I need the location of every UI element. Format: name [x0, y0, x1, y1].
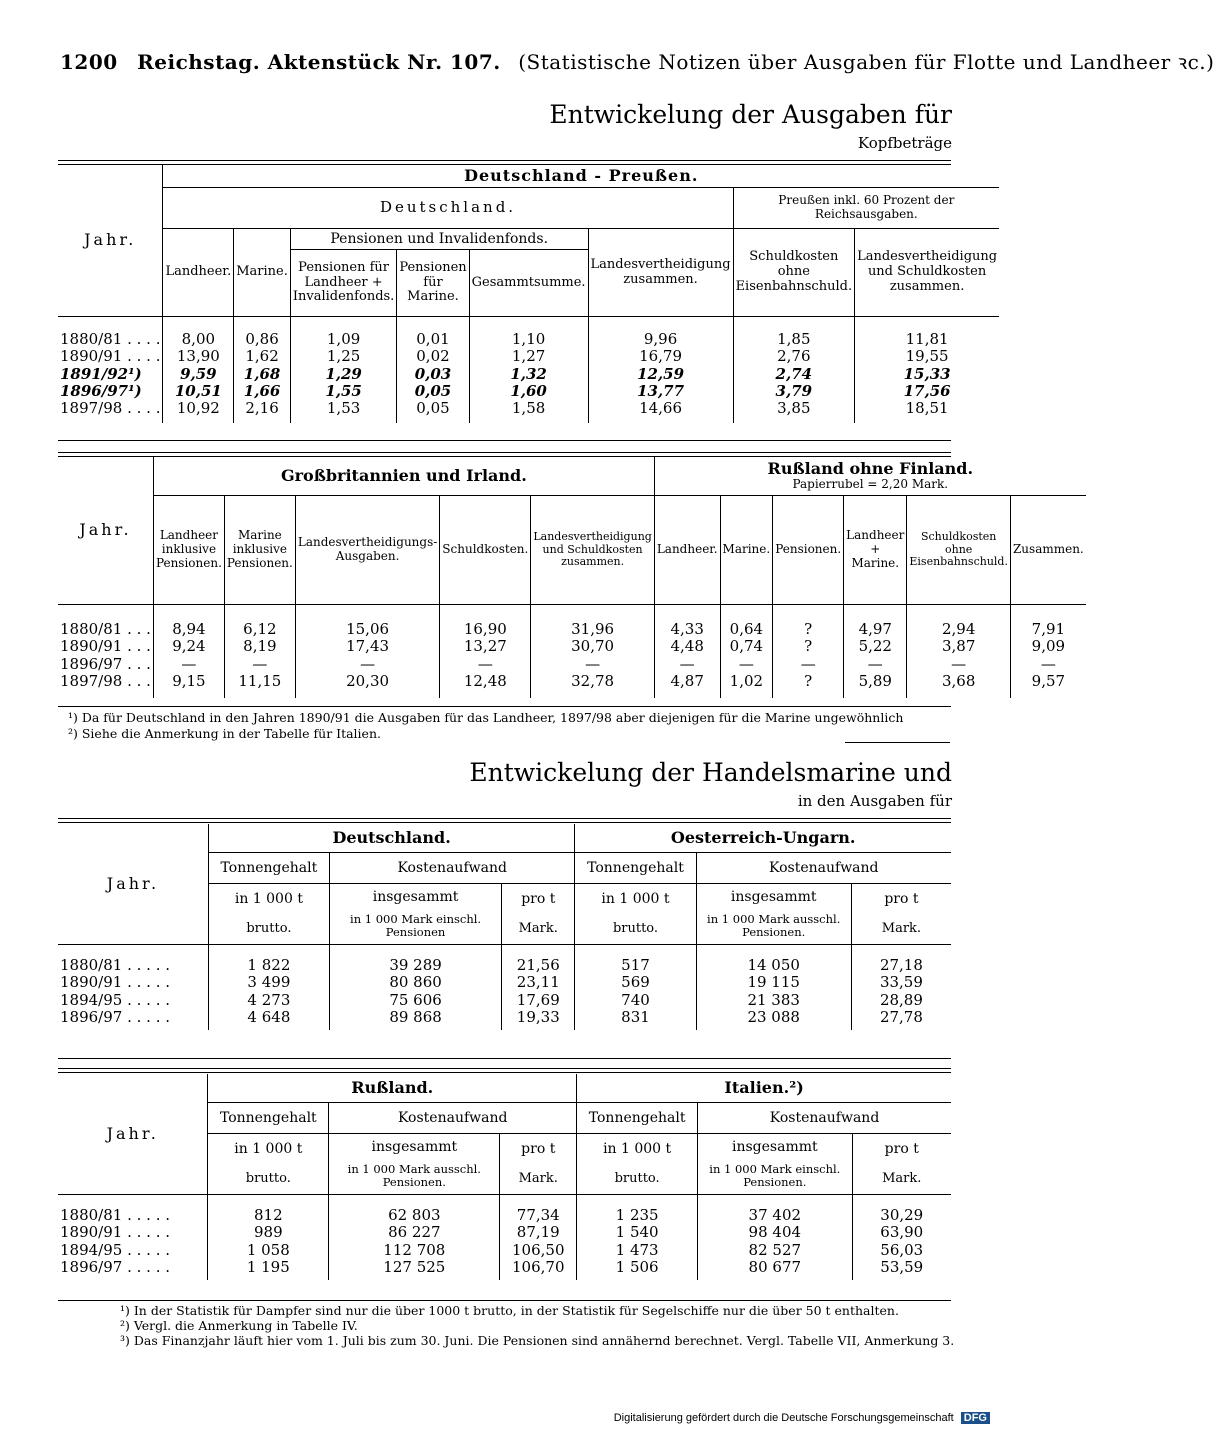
data-cell: 2,74: [733, 366, 855, 383]
data-cell: ?: [773, 673, 844, 698]
data-cell: 19,55: [855, 348, 1000, 365]
year-cell: 1897/98 . . . .: [60, 399, 161, 417]
data-cell: 0,01: [397, 317, 469, 349]
data-cell: ?: [773, 638, 844, 655]
rule: [58, 1300, 951, 1301]
data-cell: 9,24: [153, 638, 224, 655]
rule: [845, 742, 950, 743]
data-cell: 1,27: [469, 348, 588, 365]
data-cell: 16,79: [588, 348, 733, 365]
data-cell: 15,33: [855, 366, 1000, 383]
t1-col-landesv: Landesvertheidigung zusammen.: [588, 229, 733, 317]
data-cell: 4 648: [208, 1009, 329, 1030]
t2-col-7: Pensionen.: [773, 496, 844, 605]
data-cell: 15,06: [295, 605, 439, 639]
data-cell: —: [907, 656, 1011, 673]
data-cell: 16,90: [440, 605, 531, 639]
t4-unit-ton-a: [208, 1134, 329, 1195]
table-row: [58, 1259, 951, 1280]
t2-year-label: Jahr.: [58, 457, 153, 605]
unit-note: in 1 000 Mark ausschl. Pensionen.: [347, 1161, 481, 1190]
data-cell: —: [654, 656, 720, 673]
data-cell: —: [773, 656, 844, 673]
year-cell: 1894/95 . . . . .: [60, 990, 170, 1009]
data-cell: 3,79: [733, 383, 855, 400]
t3-head-b: Oesterreich-Ungarn.: [575, 824, 951, 853]
t2-col-3: Schuldkosten.: [440, 496, 531, 605]
t4-head-b: Italien.²): [577, 1074, 951, 1103]
unit-label: in 1 000 t: [234, 891, 303, 908]
data-cell: 1,62: [234, 348, 291, 365]
data-cell: 19,33: [502, 1009, 575, 1030]
t1-col-pens-landheer: Pensionen für Landheer + Invalidenfonds.: [290, 250, 396, 317]
data-cell: 77,34: [500, 1195, 577, 1225]
footnote-1-1: ¹) Da für Deutschland in den Jahren 1890/91 die Ausgaben für das Landheer, 1897/98 aber diejenigen für die Marine ungewöhnlich: [68, 710, 904, 725]
data-cell: 1 473: [577, 1242, 698, 1259]
section2-sub: in den Ausgaben für: [797, 792, 952, 810]
data-cell: 4,87: [654, 673, 720, 698]
unit-label: pro t: [521, 891, 556, 908]
data-cell: 18,51: [855, 400, 1000, 423]
year-cell: 1896/97 . . . . .: [60, 1007, 170, 1026]
data-cell: —: [531, 656, 654, 673]
year-cell: 1894/95 . . . . .: [60, 1240, 170, 1259]
table-row: [58, 656, 1086, 673]
data-cell: 33,59: [851, 974, 951, 991]
data-cell: 9,59: [163, 366, 234, 383]
data-cell: 32,78: [531, 673, 654, 698]
data-cell: 3,85: [733, 400, 855, 423]
data-cell: 53,59: [852, 1259, 951, 1280]
data-cell: 9,57: [1010, 673, 1085, 698]
data-cell: 1,60: [469, 383, 588, 400]
t1-de: Deutschland.: [163, 188, 733, 229]
t4-cost-a: Kostenaufwand: [329, 1103, 577, 1134]
unit-label: pro t: [521, 1141, 556, 1158]
year-cell: 1890/91 . . . .: [60, 347, 161, 366]
data-cell: —: [844, 656, 907, 673]
data-cell: 14 050: [696, 945, 851, 975]
unit-label: brutto.: [612, 920, 659, 936]
section1-sub: Kopfbeträge: [857, 134, 952, 152]
data-cell: 12,48: [440, 673, 531, 698]
footnote-2-2: ²) Vergl. die Anmerkung in Tabelle IV.: [120, 1318, 358, 1333]
data-cell: 1 058: [208, 1242, 329, 1259]
t4-unit-ton-b: [577, 1134, 698, 1195]
data-cell: 1 506: [577, 1259, 698, 1280]
table4: [58, 1074, 951, 1280]
unit-label: Mark.: [518, 920, 558, 936]
table2: [58, 457, 1086, 698]
t2-col-0: Landheer inklusive Pensionen.: [153, 496, 224, 605]
data-cell: 740: [575, 992, 696, 1009]
data-cell: 1,09: [290, 317, 396, 349]
table-row: [58, 1195, 951, 1225]
rule: [58, 818, 951, 823]
table-row: [58, 348, 999, 365]
data-cell: 9,96: [588, 317, 733, 349]
data-cell: 2,76: [733, 348, 855, 365]
t4-unit-ins-a: [329, 1134, 500, 1195]
rule: [58, 1068, 951, 1073]
unit-label: insgesammt: [730, 888, 817, 905]
data-cell: ?: [773, 605, 844, 639]
year-cell: 1890/91 . . . . .: [60, 973, 170, 992]
data-cell: 20,30: [295, 673, 439, 698]
data-cell: 8,19: [224, 638, 295, 655]
data-cell: 517: [575, 945, 696, 975]
unit-note: in 1 000 Mark einschl. Pensionen: [350, 911, 482, 940]
data-cell: 13,77: [588, 383, 733, 400]
data-cell: 10,92: [163, 400, 234, 423]
data-cell: 87,19: [500, 1224, 577, 1241]
data-cell: 1,55: [290, 383, 396, 400]
data-cell: 11,15: [224, 673, 295, 698]
data-cell: 37 402: [698, 1195, 852, 1225]
data-cell: 0,05: [397, 400, 469, 423]
unit-label: Mark.: [882, 1170, 922, 1186]
data-cell: 75 606: [329, 992, 501, 1009]
data-cell: 569: [575, 974, 696, 991]
t2-col-5: Landheer.: [654, 496, 720, 605]
dfg-logo: DFG: [961, 1412, 990, 1424]
table-row: [58, 945, 951, 975]
footnote-2-3: ³) Das Finanzjahr läuft hier vom 1. Juli bis zum 30. Juni. Die Pensionen sind annähernd berechnet. Vergl. Tabelle VII, Anmerkung 3.: [120, 1333, 955, 1348]
data-cell: 80 860: [329, 974, 501, 991]
data-cell: 17,56: [855, 383, 1000, 400]
table-row: [58, 1009, 951, 1030]
year-cell: 1880/81 . . . . .: [60, 956, 170, 974]
t3-ton-b: Tonnengehalt: [575, 853, 696, 884]
footer-text: Digitalisierung gefördert durch die Deutsche Forschungsgemeinschaft: [613, 1412, 954, 1424]
t1-year-label: Jahr.: [58, 165, 163, 317]
t3-cost-a: Kostenaufwand: [329, 853, 574, 884]
data-cell: 8,00: [163, 317, 234, 349]
data-cell: 63,90: [852, 1224, 951, 1241]
data-cell: 11,81: [855, 317, 1000, 349]
data-cell: 13,90: [163, 348, 234, 365]
year-cell: 1880/81 . . . . .: [60, 1206, 170, 1224]
table-row: [58, 673, 1086, 698]
table-row: [58, 366, 999, 383]
data-cell: 3 499: [208, 974, 329, 991]
data-cell: 1 195: [208, 1259, 329, 1280]
data-cell: 5,22: [844, 638, 907, 655]
data-cell: 89 868: [329, 1009, 501, 1030]
page-number: 1200: [60, 50, 118, 74]
data-cell: —: [295, 656, 439, 673]
data-cell: 82 527: [698, 1242, 852, 1259]
unit-label: Mark.: [881, 920, 922, 936]
data-cell: 1 235: [577, 1195, 698, 1225]
t1-pens-group: Pensionen und Invalidenfonds.: [290, 229, 588, 250]
rule: [58, 440, 951, 441]
data-cell: 2,16: [234, 400, 291, 423]
t3-unit-pro-a: [502, 884, 575, 945]
data-cell: 2,94: [907, 605, 1011, 639]
t4-unit-pro-b: [852, 1134, 951, 1195]
t2-col-10: Zusammen.: [1010, 496, 1085, 605]
t2-col-8: Landheer + Marine.: [844, 496, 907, 605]
data-cell: 0,02: [397, 348, 469, 365]
t4-cost-b: Kostenaufwand: [698, 1103, 951, 1134]
rule: [58, 706, 951, 707]
table1: [58, 165, 999, 423]
data-cell: 7,91: [1010, 605, 1085, 639]
t2-col-4: Landesvertheidigung und Schuldkosten zusammen.: [531, 496, 654, 605]
data-cell: 112 708: [329, 1242, 500, 1259]
unit-note: in 1 000 Mark ausschl. Pensionen.: [707, 911, 841, 940]
data-cell: 812: [208, 1195, 329, 1225]
t3-unit-ins-b: [696, 884, 851, 945]
t4-head-a: Rußland.: [208, 1074, 577, 1103]
data-cell: 0,74: [720, 638, 773, 655]
t4-year-label: Jahr.: [58, 1074, 208, 1195]
unit-label: brutto.: [245, 1170, 291, 1186]
data-cell: 4,33: [654, 605, 720, 639]
data-cell: 1 540: [577, 1224, 698, 1241]
data-cell: 23,11: [502, 974, 575, 991]
t1-col-gesammt: Gesammtsumme.: [469, 250, 588, 317]
data-cell: 17,43: [295, 638, 439, 655]
data-cell: 4 273: [208, 992, 329, 1009]
section2-title: Entwickelung der Handelsmarine und: [469, 758, 952, 787]
data-cell: —: [224, 656, 295, 673]
data-cell: 80 677: [698, 1259, 852, 1280]
t4-unit-ins-b: [698, 1134, 852, 1195]
data-cell: 19 115: [696, 974, 851, 991]
year-cell: 1897/98 . . .: [60, 671, 151, 690]
t3-unit-ton-b: [575, 884, 696, 945]
data-cell: 3,68: [907, 673, 1011, 698]
footnote-1-2: ²) Siehe die Anmerkung in der Tabelle für Italien.: [68, 726, 381, 741]
t1-col-schuld: Schuldkosten ohne Eisenbahnschuld.: [733, 229, 855, 317]
data-cell: 21,56: [502, 945, 575, 975]
data-cell: 27,78: [851, 1009, 951, 1030]
data-cell: 106,70: [500, 1259, 577, 1280]
t1-col-marine: Marine.: [234, 229, 291, 317]
year-cell: 1896/97 . . . . .: [60, 1257, 170, 1276]
data-cell: 127 525: [329, 1259, 500, 1280]
data-cell: 1,53: [290, 400, 396, 423]
year-cell: 1880/81 . . . .: [60, 330, 161, 348]
data-cell: 30,70: [531, 638, 654, 655]
data-cell: 23 088: [696, 1009, 851, 1030]
data-cell: 989: [208, 1224, 329, 1241]
data-cell: 13,27: [440, 638, 531, 655]
data-cell: 1,10: [469, 317, 588, 349]
unit-label: in 1 000 t: [234, 1141, 303, 1158]
table-row: [58, 638, 1086, 655]
data-cell: —: [440, 656, 531, 673]
data-cell: 1,25: [290, 348, 396, 365]
data-cell: 21 383: [696, 992, 851, 1009]
unit-label: Mark.: [518, 1170, 558, 1186]
table-row: [58, 1224, 951, 1241]
footer: [614, 1412, 990, 1424]
t2-ru-sub: Papierrubel = 2,20 Mark.: [792, 477, 949, 492]
data-cell: 56,03: [852, 1242, 951, 1259]
unit-label: insgesammt: [371, 1138, 458, 1155]
footnote-2-1: ¹) In der Statistik für Dampfer sind nur die über 1000 t brutto, in der Statistik für Segelschiffe nur die über 50 t enthalten.: [120, 1303, 899, 1318]
data-cell: 1,58: [469, 400, 588, 423]
data-cell: 0,05: [397, 383, 469, 400]
rule: [58, 1058, 951, 1059]
t2-gb: Großbritannien und Irland.: [153, 457, 654, 496]
unit-label: brutto.: [614, 1170, 660, 1186]
t3-unit-pro-b: [851, 884, 951, 945]
data-cell: 8,94: [153, 605, 224, 639]
data-cell: 31,96: [531, 605, 654, 639]
data-cell: 30,29: [852, 1195, 951, 1225]
unit-label: insgesammt: [372, 888, 459, 905]
data-cell: 6,12: [224, 605, 295, 639]
unit-label: insgesammt: [731, 1138, 818, 1155]
data-cell: 14,66: [588, 400, 733, 423]
data-cell: 9,15: [153, 673, 224, 698]
data-cell: 1 822: [208, 945, 329, 975]
table3: [58, 824, 951, 1030]
table-row: [58, 383, 999, 400]
data-cell: —: [153, 656, 224, 673]
data-cell: —: [720, 656, 773, 673]
unit-note: in 1 000 Mark einschl. Pensionen.: [709, 1161, 841, 1190]
data-cell: 17,69: [502, 992, 575, 1009]
data-cell: 831: [575, 1009, 696, 1030]
data-cell: 0,64: [720, 605, 773, 639]
data-cell: 86 227: [329, 1224, 500, 1241]
t1-group: Deutschland - Preußen.: [163, 165, 999, 188]
table-row: [58, 605, 1086, 639]
t3-head-a: Deutschland.: [208, 824, 575, 853]
data-cell: 1,32: [469, 366, 588, 383]
table-row: [58, 1242, 951, 1259]
t3-year-label: Jahr.: [58, 824, 208, 945]
t2-ru: Rußland ohne Finland.: [767, 458, 974, 478]
data-cell: 4,48: [654, 638, 720, 655]
data-cell: 3,87: [907, 638, 1011, 655]
unit-label: in 1 000 t: [601, 891, 670, 908]
data-cell: 28,89: [851, 992, 951, 1009]
t3-unit-ins-a: [329, 884, 501, 945]
unit-label: in 1 000 t: [603, 1141, 672, 1158]
data-cell: 27,18: [851, 945, 951, 975]
data-cell: 0,03: [397, 366, 469, 383]
year-cell: 1891/92¹): [60, 364, 142, 383]
unit-label: pro t: [884, 891, 919, 908]
year-cell: 1896/97¹): [60, 381, 142, 400]
table-row: [58, 317, 999, 349]
data-cell: 1,66: [234, 383, 291, 400]
data-cell: 62 803: [329, 1195, 500, 1225]
table-row: [58, 974, 951, 991]
data-cell: 12,59: [588, 366, 733, 383]
year-cell: 1890/91 . . . . .: [60, 1223, 170, 1242]
table-row: [58, 400, 999, 423]
t2-col-2: Landesvertheidigungs-Ausgaben.: [295, 496, 439, 605]
t3-cost-b: Kostenaufwand: [696, 853, 951, 884]
page-header: [60, 48, 1214, 75]
header-subtitle: (Statistische Notizen über Ausgaben für Flotte und Landheer ꝛc.): [518, 50, 1214, 74]
data-cell: 1,02: [720, 673, 773, 698]
header-title: Reichstag. Aktenstück Nr. 107.: [137, 50, 501, 74]
unit-label: brutto.: [246, 920, 292, 936]
data-cell: 0,86: [234, 317, 291, 349]
t4-ton-b: Tonnengehalt: [577, 1103, 698, 1134]
table-row: [58, 992, 951, 1009]
t2-ru-head: [654, 457, 1085, 496]
data-cell: 4,97: [844, 605, 907, 639]
year-cell: 1896/97 . . .: [60, 654, 151, 673]
data-cell: 9,09: [1010, 638, 1085, 655]
data-cell: 1,85: [733, 317, 855, 349]
t1-col-landesv-schuld: Landesvertheidigung und Schuldkosten zusammen.: [855, 229, 1000, 317]
t2-col-6: Marine.: [720, 496, 773, 605]
t3-unit-ton-a: [208, 884, 329, 945]
year-cell: 1890/91 . . .: [60, 637, 151, 656]
t4-ton-a: Tonnengehalt: [208, 1103, 329, 1134]
data-cell: —: [1010, 656, 1085, 673]
unit-label: pro t: [884, 1141, 919, 1158]
data-cell: 98 404: [698, 1224, 852, 1241]
t1-col-landheer: Landheer.: [163, 229, 234, 317]
year-cell: 1880/81 . . .: [60, 620, 151, 638]
t4-unit-pro-a: [500, 1134, 577, 1195]
t1-pr: Preußen inkl. 60 Prozent der Reichsausgaben.: [733, 188, 999, 229]
data-cell: 10,51: [163, 383, 234, 400]
t1-col-pens-marine: Pensionen für Marine.: [397, 250, 469, 317]
data-cell: 1,29: [290, 366, 396, 383]
data-cell: 39 289: [329, 945, 501, 975]
section1-title: Entwickelung der Ausgaben für: [549, 100, 952, 129]
data-cell: 5,89: [844, 673, 907, 698]
data-cell: 106,50: [500, 1242, 577, 1259]
t2-col-1: Marine inklusive Pensionen.: [224, 496, 295, 605]
t3-ton-a: Tonnengehalt: [208, 853, 329, 884]
t2-col-9: Schuldkosten ohne Eisenbahnschuld.: [907, 496, 1011, 605]
data-cell: 1,68: [234, 366, 291, 383]
